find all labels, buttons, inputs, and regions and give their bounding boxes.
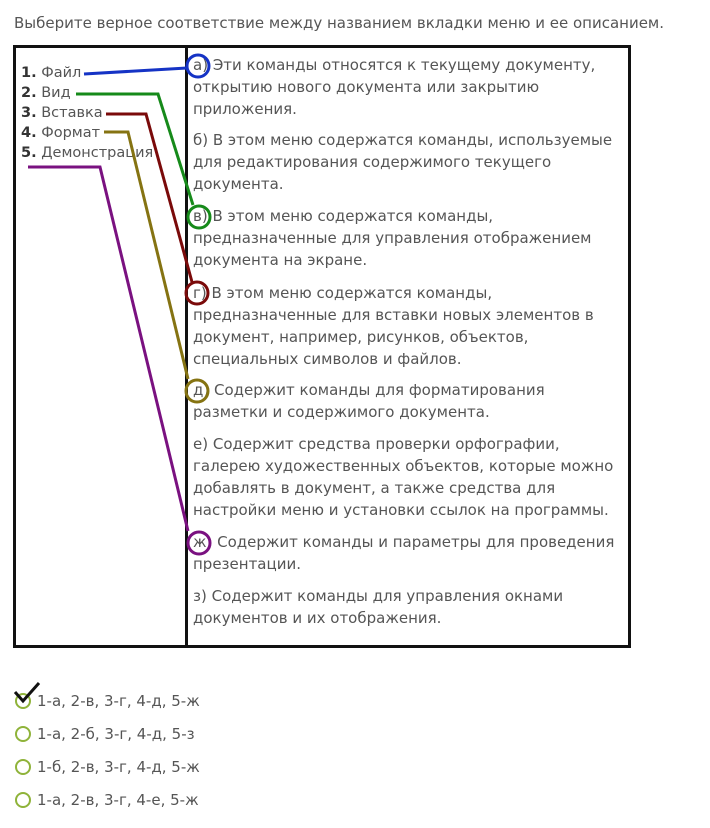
description-zh (193, 531, 623, 575)
tab-number: 1. (21, 65, 37, 81)
description-v (193, 205, 623, 271)
tab-number: 2. (21, 85, 37, 101)
answer-options (12, 684, 200, 816)
radio-button[interactable] (15, 726, 31, 742)
tab-label: Формат (41, 125, 101, 141)
description-e (193, 433, 623, 521)
description-letter: а) (193, 56, 209, 74)
answer-option-2[interactable] (12, 717, 200, 750)
answer-option-4[interactable] (12, 783, 200, 816)
tab-label: Файл (41, 65, 82, 81)
radio-button[interactable] (15, 792, 31, 808)
table-divider (185, 45, 188, 648)
tab-label: Демонстрация (41, 145, 154, 161)
description-text: Содержит команды и параметры для проведения презентации. (193, 533, 615, 573)
description-letter: з) (193, 587, 207, 605)
answer-label: 1-а, 2-в, 3-г, 4-д, 5-ж (37, 691, 200, 710)
description-letter: г) (193, 284, 207, 302)
description-text: В этом меню содержатся команды, предназначенные для управления отображением документа на экране. (193, 207, 592, 269)
description-d (193, 379, 623, 423)
answer-label: 1-а, 2-б, 3-г, 4-д, 5-з (37, 724, 195, 743)
description-letter: в) (193, 207, 208, 225)
tab-item-format (21, 123, 153, 143)
tab-label: Вставка (41, 105, 103, 121)
radio-button[interactable] (15, 759, 31, 775)
description-b (193, 129, 623, 195)
description-text: Содержит средства проверки орфографии, галерею художественных объектов, которые можно добавлять в документ, а также средства для настройки меню и установки ссылок на программы. (193, 435, 614, 519)
tab-list (21, 63, 153, 163)
tab-number: 5. (21, 145, 37, 161)
tab-label: Вид (41, 85, 71, 101)
answer-option-1[interactable] (12, 684, 200, 717)
description-letter: е) (193, 435, 209, 453)
description-text: В этом меню содержатся команды, предназначенные для вставки новых элементов в документ, например, рисунков, объектов, специальных символов и файлов. (193, 284, 594, 368)
tab-item-slideshow (21, 143, 153, 163)
tab-item-file (21, 63, 153, 83)
tab-number: 3. (21, 105, 37, 121)
description-g (193, 282, 623, 370)
description-text: Содержит команды для управления окнами документов и их отображения. (193, 587, 564, 627)
description-letter: ж) (193, 533, 213, 551)
description-a (193, 54, 623, 120)
answer-label: 1-б, 2-в, 3-г, 4-д, 5-ж (37, 757, 200, 776)
answer-option-3[interactable] (12, 750, 200, 783)
description-z (193, 585, 623, 629)
tab-number: 4. (21, 125, 37, 141)
description-letter: б) (193, 131, 209, 149)
question-text: Выберите верное соответствие между названием вкладки меню и ее описанием. (14, 14, 665, 32)
answer-label: 1-а, 2-в, 3-г, 4-е, 5-ж (37, 790, 199, 809)
tab-item-insert (21, 103, 153, 123)
checkmark-icon (12, 680, 42, 706)
tab-item-view (21, 83, 153, 103)
description-text: В этом меню содержатся команды, используемые для редактирования содержимого текущего документа. (193, 131, 613, 193)
description-letter: д) (193, 381, 210, 399)
description-text: Содержит команды для форматирования разметки и содержимого документа. (193, 381, 545, 421)
description-text: Эти команды относятся к текущему документу, открытию нового документа или закрытию приложения. (193, 56, 596, 118)
